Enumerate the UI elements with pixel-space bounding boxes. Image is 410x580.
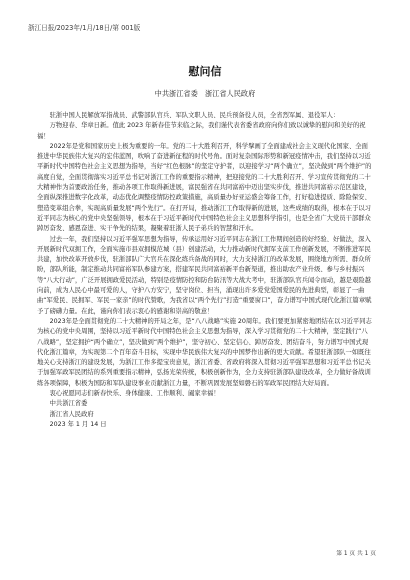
page-indicator: 第 1 页 共 1 页 xyxy=(336,551,376,557)
letter-title: 慰问信 xyxy=(188,65,222,78)
letter-body xyxy=(37,111,373,430)
signature-date: 2023 年 1 月 14 日 xyxy=(49,420,107,428)
letter-paragraph: 2023年是全面贯彻党的二十大精神的开局之年，是“八八战略”实施 20周年。我们要更加紧密地团结在以习近平同志为核心的党中央周围，坚持以习近平新时代中国特色社会主义思想为指导，深入学习贯彻党的二十大精神，坚定践行“八八战略”，坚定拥护“两个确立”，坚决做到“两个维护”，坚守初心、坚定信心、踔厉奋发、团结奋斗，努力谱写中国式现代化浙江篇章，为实现第二个百年奋斗目标，实现中华民族伟大复兴的中国梦作出新的更大贡献。希望驻浙部队一如既往地关心支持浙江的建设发展，为浙江工作多提宝贵意见，浙江省委、省政府将深入贯彻习近平强军思想和习近平总书记关于加强军政军民团结的系列重要指示精神，弘扬光荣传统，积极创新作为，全力支持驻浙部队建设改革，全力做好备战训练各项保障，积极为国防和军队建设事业贡献浙江力量，不断巩固发展坚如磐石的军政军民团结大好局面。 xyxy=(37,317,372,387)
letter-paragraph: 衷心祝愿同志们新春快乐、身体健康、工作顺利、阖家幸福！ xyxy=(49,390,220,398)
letter-salutation: 驻浙中国人民解放军指战员、武警部队官兵、军队文职人员、民兵预备役人员，全省烈军属、退役军人： xyxy=(49,112,340,119)
letter-paragraph: 万物迎春、华章日新。值此 2023 年新春佳节来临之际，我们谨代表省委省政府向你们致以诚挚的慰问和美好的祝福！ xyxy=(37,122,366,140)
letter-issuers: 中共浙江省委 浙江省人民政府 xyxy=(154,89,256,98)
letter-paragraph: 过去一年，我们坚持以习近平强军思想为指导，传承运用好习近平同志在浙江工作期间创造的好经验、好做法，深入开展新时代双拥工作，全面实施市县双拥模范城（县）创建活动，大力推动新时代拥军支前工作创新发展，不断推进军民共建，加快改革开放步伐，驻浙部队广大官兵在深化练兵备战的同时，大力支持浙江的改革发展，围绕地方所需、群众所盼，部队所能，制定推动共同富裕军队参建方案，搭建军民共同富裕新平台新渠道，推出助农产业升级、参与乡村振兴等“八大行动”，广泛开展拥政爱民活动，特别是疫情防控和防台防汛等大战大考中，驻浙部队官兵闻令而动，越是艰险越向前，成为人民心中最可爱的人，守护八方安宁，坚守岗位、担当，涌现出许多爱党爱国爱民的先进典型，彰显了一曲曲“军爱民、民拥军、军民一家亲”的时代赞歌，为我省以“两个先行”打造“重要窗口”，奋力谱写中国式现代化浙江篇章赋予了磅礴力量。在此，谨向你们表示衷心的感谢和崇高的敬意！ xyxy=(37,235,372,315)
signature-line: 中共浙江省委 xyxy=(49,400,88,408)
newspaper-source-line: 浙江日报/2023年/1月/18日/第 001版 xyxy=(28,24,141,32)
letter-paragraph: 2022年是党和国家历史上极为重要的一年。党的二十大胜利召开，科学擘画了全面建成社会主义现代化国家、全面推进中华民族伟大复兴的宏伟蓝图，吹响了奋进新征程的时代号角。面对复杂国际形势和新冠疫情冲击，我们坚持以习近平新时代中国特色社会主义思想为指导，当好“红色根脉”的坚定守护者，以迎接学习“两个确立”，坚决做到“两个维护”的高度自觉，全面贯彻落实习近平总书记对浙江工作的重要指示精神，把迎接党的二十大胜利召开、学习宣传贯彻党的二十大精神作为首要政治任务，推动各项工作取得新进展，富民强省在共同富裕中迈出坚实步伐，推进共同富裕示范区建设，全面纵深推进数字化改革，动态优化调整疫情防控政策措施，高质量办好亚运盛会筹备工作，打好稳进提质、除险保安、塑造变革组合拳，实现高质量发展“两个先行”。在打开局，推动浙江工作取得新的进展，这些成绩的取得，根本在于以习近平同志为核心的党中央坚强领导，根本在于习近平新时代中国特色社会主义思想科学指引，也是全省广大党员干部群众踔厉奋发、感恩奋进、实干争先的结果，凝聚着驻浙人民子弟兵的智慧和汗水。 xyxy=(37,142,372,233)
signature-line: 浙江省人民政府 xyxy=(49,410,94,418)
